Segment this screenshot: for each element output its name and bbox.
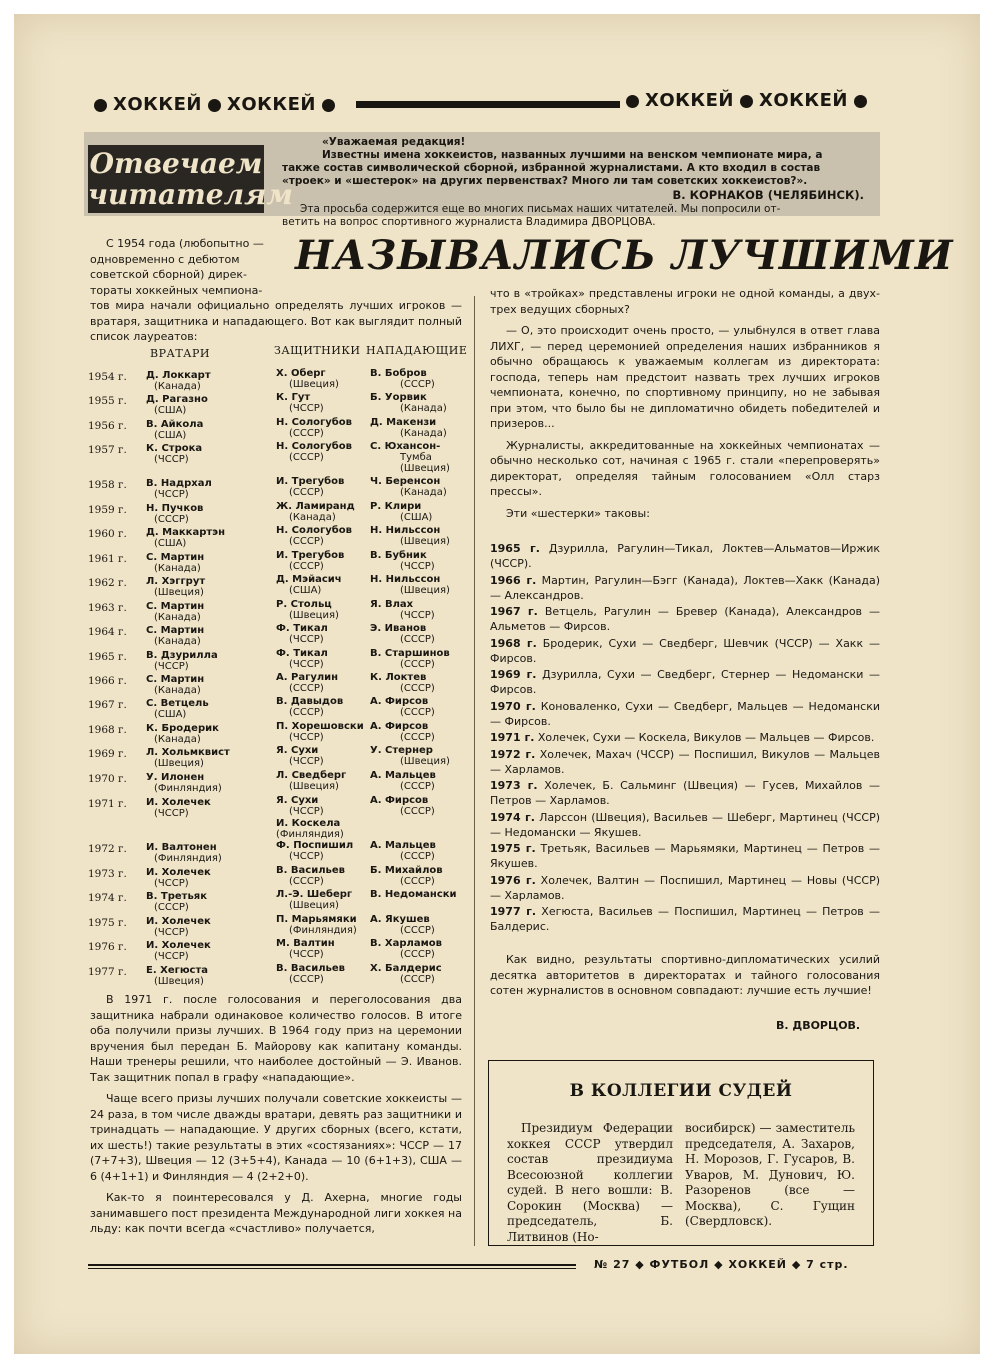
forward-name: А. Мальцев xyxy=(370,840,436,851)
goalie-name: И. Валтонен xyxy=(146,842,217,853)
sixes-item xyxy=(490,730,880,745)
laureate-year: 1960 г. xyxy=(88,528,127,540)
forward-name: Я. Влах xyxy=(370,599,414,610)
forward-country: (СССР) xyxy=(400,781,435,792)
goalie-name: У. Илонен xyxy=(146,772,205,783)
forward-name: У. Стернер xyxy=(370,745,433,756)
goalie-country: (ЧССР) xyxy=(154,878,189,889)
logo-line: читателям xyxy=(88,178,293,211)
defender-name: Л. Сведберг xyxy=(276,770,347,781)
box-col2: восибирск) — заместитель председателя, А. Захаров, Н. Морозов, Г. Гусаров, В. Уваров, М. Дунович, Ю. Разоренов (все — Москва), С. Гущин (Свердловск). xyxy=(685,1121,855,1228)
sixes-list xyxy=(490,541,880,936)
forward-country: (СССР) xyxy=(400,806,435,817)
defender-country: (СССР) xyxy=(289,974,324,985)
sixes-item xyxy=(490,904,880,934)
forward-country: (Канада) xyxy=(400,403,447,414)
sixes-item xyxy=(490,573,880,603)
goalie-country: (Швеция) xyxy=(154,587,204,598)
laureate-year: 1958 г. xyxy=(88,479,127,491)
forward-name: В. Харламов xyxy=(370,938,442,949)
laureate-year: 1955 г. xyxy=(88,395,127,407)
forward-country: (СССР) xyxy=(400,925,435,936)
forward-name: К. Локтев xyxy=(370,672,427,683)
laureate-year: 1970 г. xyxy=(88,773,127,785)
laureate-year: 1971 г. xyxy=(88,798,127,810)
bullet-icon xyxy=(208,99,221,112)
laureate-year: 1965 г. xyxy=(88,651,127,663)
goalie-country: (Финляндия) xyxy=(154,853,222,864)
sixes-lineup: Дзурилла, Сухи — Сведберг, Стернер — Недомански — Фирсов. xyxy=(490,668,880,696)
goalie-country: (ЧССР) xyxy=(154,927,189,938)
forward-country: (СССР) xyxy=(400,659,435,670)
defender-country: (ЧССР) xyxy=(289,732,324,743)
goalie-country: (СССР) xyxy=(154,514,189,525)
defender-country: (СССР) xyxy=(289,536,324,547)
page-number: 7 стр. xyxy=(806,1258,849,1271)
defender-name: Д. Мэйасич xyxy=(276,574,342,585)
forward-name: Д. Макензи xyxy=(370,417,437,428)
letter-line: «троек» и «шестерок» на других первенствах? Много ли там советских хоккеистов?». xyxy=(282,175,808,187)
sixes-year: 1965 г. xyxy=(490,542,540,555)
header-word: ХОККЕЙ xyxy=(645,90,734,111)
forward-country: (СССР) xyxy=(400,876,435,887)
sixes-year: 1976 г. xyxy=(490,873,536,887)
forward-name: А. Фирсов xyxy=(370,696,429,707)
goalie-country: (Канада) xyxy=(154,636,201,647)
defender-name: Ф. Поспишил xyxy=(276,840,354,851)
defender-country: (СССР) xyxy=(289,487,324,498)
laureate-year: 1966 г. xyxy=(88,675,127,687)
forward-name: Н. Нильссон xyxy=(370,574,441,585)
header-word: ХОККЕЙ xyxy=(758,90,848,111)
section-logo xyxy=(88,145,293,213)
diamond-icon: ◆ xyxy=(714,1258,724,1271)
sixes-lineup: Холечек, Валтин — Поспишил, Мартинец — Новы (ЧССР) — Харламов. xyxy=(490,873,881,902)
diamond-icon: ◆ xyxy=(635,1258,645,1271)
box-title: В КОЛЛЕГИИ СУДЕЙ xyxy=(569,1081,793,1101)
sixes-lineup: Ветцель, Рагулин — Бревер (Канада), Александров — Альметов — Фирсов. xyxy=(490,605,881,633)
forward-country: (Швеция) xyxy=(400,585,450,596)
forward-name: А. Мальцев xyxy=(370,770,436,781)
defender-name: И. Коскела xyxy=(276,818,341,829)
forward-name: В. Бобров xyxy=(370,368,427,379)
goalie-name: Д. Рагазно xyxy=(146,394,208,405)
sixes-lineup: Бродерик, Сухи — Сведберг, Шевчик (ЧССР) — Хакк — Фирсов. xyxy=(490,636,880,665)
forward-name: Э. Иванов xyxy=(370,623,427,634)
goalie-country: (США) xyxy=(154,538,187,549)
intro-wrap xyxy=(90,236,286,298)
goalie-country: (Канада) xyxy=(154,381,201,392)
paragraph: Журналисты, аккредитованные на хоккейных чемпионатах — обычно несколько сот, начиная с 1965 г. стали «перепроверять» директорат, определяя тайным голосованием «Олл старз прессы». xyxy=(490,438,880,498)
issue-number: № 27 xyxy=(594,1258,631,1271)
paragraph: Эти «шестерки» таковы: xyxy=(506,506,650,520)
forward-name: Б. Михайлов xyxy=(370,865,443,876)
footer-rule xyxy=(88,1268,576,1269)
defender-country: (СССР) xyxy=(289,707,324,718)
sixes-year: 1966 г. xyxy=(490,573,537,587)
paragraph: В 1971 г. после голосования и переголосования два защитника набрали одинаковое количество голосов. В итоге оба получили призы лучших. В 1964 году приз на церемонии вручения был передан Б. Майорову как капитану команды. Наши тренеры решили, что наиболее достойный — Э. Иванов. Так защитник попал в графу «нападающие». xyxy=(90,993,462,1084)
laureate-year: 1961 г. xyxy=(88,553,127,565)
defender-name: Я. Сухи xyxy=(276,795,319,806)
sixes-year: 1967 г. xyxy=(490,605,538,618)
sixes-year: 1977 г. xyxy=(490,905,537,918)
sixes-lineup: Ларссон (Швеция), Васильев — Шеберг, Мартинец (ЧССР) — Недомански — Якушев. xyxy=(490,810,880,839)
letter-line: Эта просьба содержится еще во многих письмах наших читателей. Мы попросили от- xyxy=(300,203,781,215)
forward-country: (СССР) xyxy=(400,732,435,743)
forward-country: (ЧССР) xyxy=(400,561,435,572)
forward-country: (ЧССР) xyxy=(400,610,435,621)
defender-name: Ф. Тикал xyxy=(276,623,328,634)
laureate-year: 1968 г. xyxy=(88,724,127,736)
judges-box xyxy=(488,1060,874,1246)
defender-country: (СССР) xyxy=(289,452,324,463)
defender-name: В. Васильев xyxy=(276,865,345,876)
forward-country: (СССР) xyxy=(400,707,435,718)
sixes-year: 1971 г. xyxy=(490,731,535,744)
laureate-year: 1962 г. xyxy=(88,577,127,589)
forward-name: Р. Клири xyxy=(370,501,422,512)
forward-name: С. Юхансон- xyxy=(370,441,441,452)
goalie-country: (Канада) xyxy=(154,734,201,745)
goalie-country: (ЧССР) xyxy=(154,951,189,962)
defender-name: И. Трегубов xyxy=(276,476,345,487)
laureate-year: 1959 г. xyxy=(88,504,127,516)
defender-name: Н. Сологубов xyxy=(276,525,352,536)
laureate-year: 1972 г. xyxy=(88,843,127,855)
goalie-name: Л. Хольмквист xyxy=(146,747,230,758)
goalie-country: (ЧССР) xyxy=(154,808,189,819)
defender-name: Я. Сухи xyxy=(276,745,319,756)
laureate-year: 1976 г. xyxy=(88,941,127,953)
sixes-lineup: Хегюста, Васильев — Поспишил, Мартинец — Петров — Балдерис. xyxy=(490,905,880,933)
goalie-country: (СССР) xyxy=(154,902,189,913)
forward-country: (СССР) xyxy=(400,379,435,390)
sixes-lineup: Коноваленко, Сухи — Сведберг, Мальцев — Недомански — Фирсов. xyxy=(490,699,881,728)
sixes-year: 1970 г. xyxy=(490,699,536,713)
intro-line: советской сборной) дирек- xyxy=(90,268,248,281)
col-header-goalies: ВРАТАРИ xyxy=(150,347,210,360)
goalie-name: С. Мартин xyxy=(146,674,205,685)
sixes-item xyxy=(490,747,880,777)
goalie-country: (США) xyxy=(154,405,187,416)
paragraph: Чаще всего призы лучших получали советские хоккеисты — 24 раза, в том числе дважды вратари, девять раз защитники и тринадцать — нападающие. У других сборных (всего, кстати, их шесть!) такие результаты в этих «состязаниях»: ЧССР — 17 (7+7+3), Швеция — 12 (3+5+4), Канада — 10 (6+1+3), США — 6 (4+1+1) и Финляндия — 4 (2+2+0). xyxy=(90,1092,462,1183)
defender-name: П. Хорешовски xyxy=(276,721,364,732)
diamond-icon: ◆ xyxy=(791,1258,802,1271)
bullet-icon xyxy=(94,99,107,112)
goalie-name: И. Холечек xyxy=(146,940,211,951)
sixes-year: 1974 г. xyxy=(490,810,535,824)
defender-country: (Швеция) xyxy=(289,610,339,621)
forward-name: В. Недомански xyxy=(370,889,457,900)
defender-country: (ЧССР) xyxy=(289,806,324,817)
defender-country: (Канада) xyxy=(289,512,336,523)
letter-line: ветить на вопрос спортивного журналиста Владимира ДВОРЦОВА. xyxy=(282,216,656,228)
goalie-country: (Швеция) xyxy=(154,976,204,987)
goalie-name: Д. Маккартэн xyxy=(146,527,225,538)
goalie-name: И. Холечек xyxy=(146,797,211,808)
defender-country: (СССР) xyxy=(289,683,324,694)
defender-country: (Швеция) xyxy=(289,781,339,792)
defender-name: Н. Сологубов xyxy=(276,417,352,428)
defender-name: Р. Стольц xyxy=(276,599,332,610)
goalie-country: (ЧССР) xyxy=(154,661,189,672)
defender-country: (ЧССР) xyxy=(289,949,324,960)
sixes-item xyxy=(490,778,880,808)
sixes-year: 1968 г. xyxy=(490,636,537,650)
header-left xyxy=(88,94,341,115)
goalie-country: (Канада) xyxy=(154,685,201,696)
sixes-lineup: Третьяк, Васильев — Марьямяки, Мартинец — Петров — Якушев. xyxy=(490,842,880,870)
laureate-year: 1964 г. xyxy=(88,626,127,638)
forward-name: Х. Балдерис xyxy=(370,963,442,974)
author-signature: В. ДВОРЦОВ. xyxy=(776,1019,861,1032)
paragraph: — О, это происходит очень просто, — улыбнулся в ответ глава ЛИХГ, — перед церемонией определения наших избранников я обычно обращаюсь к уважаемым коллегам из директората: господа, теперь нам предстоит назвать трех лучших игроков чемпионата, конечно, по спортивному принципу, но не забывая при этом, что было бы не дипломатично обидеть победителей и призеров... xyxy=(490,324,880,430)
defender-country: (СССР) xyxy=(289,876,324,887)
goalie-name: В. Айкола xyxy=(146,419,204,430)
defender-country: (США) xyxy=(289,585,322,596)
header-rule xyxy=(356,101,620,108)
defender-country: (ЧССР) xyxy=(289,634,324,645)
defender-country: (Финляндия) xyxy=(289,925,357,936)
bullet-icon xyxy=(854,95,867,108)
sixes-item xyxy=(490,604,880,634)
forward-country: (Канада) xyxy=(400,487,447,498)
left-text xyxy=(90,992,462,1243)
goalie-name: В. Дзурилла xyxy=(146,650,218,661)
goalie-country: (Канада) xyxy=(154,563,201,574)
goalie-name: С. Ветцель xyxy=(146,698,209,709)
defender-name: Ж. Ламиранд xyxy=(276,501,355,512)
goalie-name: И. Холечек xyxy=(146,916,211,927)
intro-continuation: тов мира начали официально определять лучших игроков — вратаря, защитника и нападающего. Вот как выглядит полный список лауреатов: xyxy=(90,299,462,343)
intro-line: С 1954 года (любопытно — xyxy=(106,237,264,250)
goalie-country: (ЧССР) xyxy=(154,454,189,465)
sixes-year: 1972 г. xyxy=(490,747,536,761)
goalie-name: В. Надрхал xyxy=(146,478,212,489)
paragraph: Как видно, результаты спортивно-дипломатических усилий десятка авторитетов в директоратах и тайного голосования сотен журналистов в основном совпадают: лучшие есть лучшие! xyxy=(490,953,880,997)
goalie-name: К. Бродерик xyxy=(146,723,219,734)
footer-word: ХОККЕЙ xyxy=(728,1258,787,1271)
laureate-year: 1974 г. xyxy=(88,892,127,904)
forward-name: А. Фирсов xyxy=(370,721,429,732)
paragraph: Как-то я поинтересовался у Д. Ахерна, многие годы занимавшего пост президента Международной лиги хоккея на льду: как почти всегда «счастливо» получается, xyxy=(90,1191,462,1235)
forward-country: (Швеция) xyxy=(400,463,450,474)
sixes-year: 1975 г. xyxy=(490,842,536,855)
laureate-year: 1969 г. xyxy=(88,748,127,760)
goalie-name: С. Мартин xyxy=(146,625,205,636)
laureate-year: 1956 г. xyxy=(88,420,127,432)
forward-country: Тумба xyxy=(400,452,432,463)
defender-name: Ф. Тикал xyxy=(276,648,328,659)
forward-country: (СССР) xyxy=(400,851,435,862)
goalie-country: (ЧССР) xyxy=(154,489,189,500)
sixes-item xyxy=(490,841,880,871)
col-header-forwards: НАПАДАЮЩИЕ xyxy=(366,344,468,357)
goalie-name: С. Мартин xyxy=(146,552,205,563)
sixes-year: 1969 г. xyxy=(490,668,537,681)
forward-name: А. Якушев xyxy=(370,914,430,925)
forward-name: Б. Уорвик xyxy=(370,392,427,403)
forward-name: Н. Нильссон xyxy=(370,525,441,536)
sixes-item xyxy=(490,810,880,840)
goalie-name: Н. Пучков xyxy=(146,503,204,514)
forward-country: (США) xyxy=(400,512,433,523)
forward-country: (Канада) xyxy=(400,428,447,439)
defender-name: М. Валтин xyxy=(276,938,335,949)
paragraph: что в «тройках» представлены игроки не одной команды, а двух-трех ведущих сборных? xyxy=(490,287,880,316)
goalie-name: К. Строка xyxy=(146,443,203,454)
reader-letter xyxy=(282,136,874,229)
goalie-name: Л. Хэггрут xyxy=(146,576,206,587)
defender-name: А. Рагулин xyxy=(276,672,339,683)
header-word: ХОККЕЙ xyxy=(226,94,316,115)
header-right xyxy=(620,90,873,111)
sixes-item xyxy=(490,699,880,729)
goalie-name: Д. Локкарт xyxy=(146,370,211,381)
footer-word: ФУТБОЛ xyxy=(649,1258,710,1271)
goalie-name: И. Холечек xyxy=(146,867,211,878)
right-text xyxy=(490,286,880,527)
header-word: ХОККЕЙ xyxy=(113,94,202,115)
intro-line: тораты хоккейных чемпиона- xyxy=(90,283,263,297)
laureate-year: 1975 г. xyxy=(88,917,127,929)
sixes-item xyxy=(490,873,880,903)
letter-line: «Уважаемая редакция! xyxy=(322,136,466,148)
sixes-lineup: Мартин, Рагулин—Бэгг (Канада), Локтев—Хакк (Канада) — Александров. xyxy=(490,573,881,602)
laureate-year: 1957 г. xyxy=(88,444,127,456)
forward-name: В. Старшинов xyxy=(370,648,450,659)
goalie-country: (Швеция) xyxy=(154,758,204,769)
box-col1: Президиум Федерации хоккея СССР утвердил состав президиума Всесоюзной коллегии судей. В него вошли: В. Сорокин (Москва) — председатель, Б. Литвинов (Но- xyxy=(507,1121,673,1244)
forward-country: (СССР) xyxy=(400,634,435,645)
letter-line: также состав символической сборной, избранной журналистами. А кто входил в состав xyxy=(282,162,821,174)
sixes-year: 1973 г. xyxy=(490,779,538,792)
defender-name: Л.-Э. Шеберг xyxy=(276,889,353,900)
goalie-name: В. Третьяк xyxy=(146,891,207,902)
sixes-lineup: Дзурилла, Рагулин—Тикал, Локтев—Альматов—Иржик (ЧССР). xyxy=(490,542,881,570)
sixes-item xyxy=(490,541,880,571)
forward-name: А. Фирсов xyxy=(370,795,429,806)
footer-rule xyxy=(88,1264,576,1266)
sixes-lineup: Холечек, Сухи — Коскела, Викулов — Мальцев — Фирсов. xyxy=(537,731,875,744)
defender-country: (ЧССР) xyxy=(289,851,324,862)
defender-name: В. Давыдов xyxy=(276,696,344,707)
sixes-item xyxy=(490,636,880,666)
goalie-country: (Финляндия) xyxy=(154,783,222,794)
bullet-icon xyxy=(626,95,639,108)
sixes-lineup: Холечек, Б. Сальминг (Швеция) — Гусев, Михайлов — Петров — Харламов. xyxy=(490,779,881,807)
forward-country: (Швеция) xyxy=(400,536,450,547)
defender-country: (ЧССР) xyxy=(289,659,324,670)
defender-name: П. Марьямяки xyxy=(276,914,357,925)
defender-country: (Швеция) xyxy=(289,900,339,911)
laureate-year: 1967 г. xyxy=(88,699,127,711)
defender-name: Х. Оберг xyxy=(276,368,326,379)
defender-name: И. Трегубов xyxy=(276,550,345,561)
logo-line: Отвечаем xyxy=(89,147,263,180)
forward-name: В. Бубник xyxy=(370,550,427,561)
laureate-year: 1954 г. xyxy=(88,371,127,383)
col-header-defense: ЗАЩИТНИКИ xyxy=(274,344,361,357)
article-title: НАЗЫВАЛИСЬ ЛУЧШИМИ xyxy=(295,232,954,279)
sixes-lineup: Холечек, Махач (ЧССР) — Поспишил, Викулов — Мальцев — Харламов. xyxy=(490,747,881,776)
goalie-country: (США) xyxy=(154,709,187,720)
defender-country: (ЧССР) xyxy=(289,756,324,767)
intro-line: одновременно с дебютом xyxy=(90,252,240,266)
goalie-country: (США) xyxy=(154,430,187,441)
laureate-year: 1977 г. xyxy=(88,966,127,978)
forward-country: (Швеция) xyxy=(400,756,450,767)
footer-text xyxy=(594,1258,849,1271)
conclusion xyxy=(490,952,880,1005)
defender-country: (СССР) xyxy=(289,428,324,439)
newspaper-page xyxy=(14,14,980,1354)
defender-name: В. Васильев xyxy=(276,963,345,974)
sixes-item xyxy=(490,667,880,697)
defender-country: (Швеция) xyxy=(289,379,339,390)
defender-name: К. Гут xyxy=(276,392,311,403)
goalie-country: (Канада) xyxy=(154,612,201,623)
laureate-year: 1973 г. xyxy=(88,868,127,880)
letter-line: Известны имена хоккеистов, названных лучшими на венском чемпионате мира, а xyxy=(322,149,823,161)
goalie-name: С. Мартин xyxy=(146,601,205,612)
laureate-year: 1963 г. xyxy=(88,602,127,614)
forward-country: (СССР) xyxy=(400,974,435,985)
defender-country: (ЧССР) xyxy=(289,403,324,414)
forward-country: (СССР) xyxy=(400,949,435,960)
letter-author: В. КОРНАКОВ (ЧЕЛЯБИНСК). xyxy=(672,188,864,202)
defender-country: (Финляндия) xyxy=(276,829,344,840)
defender-country: (СССР) xyxy=(289,561,324,572)
bullet-icon xyxy=(322,99,335,112)
goalie-name: Е. Хегюста xyxy=(146,965,209,976)
defender-name: Н. Сологубов xyxy=(276,441,352,452)
bullet-icon xyxy=(740,95,753,108)
forward-name: Ч. Беренсон xyxy=(370,476,441,487)
column-divider xyxy=(474,296,475,1246)
forward-country: (СССР) xyxy=(400,683,435,694)
